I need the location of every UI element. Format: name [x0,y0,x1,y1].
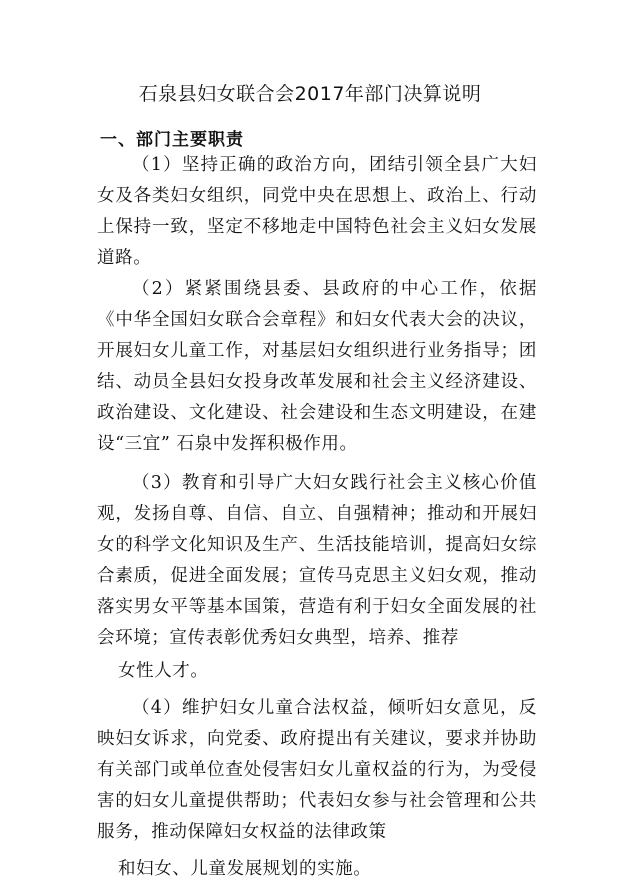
paragraph-2: （2）紧紧围绕县委、县政府的中心工作，依据《中华全国妇女联合会章程》和妇女代表大会的决议，开展妇女儿童工作，对基层妇女组织进行业务指导；团结、动员全县妇女投身改革发展和社会主义经济建设、政治建设、文化建设、社会建设和生态文明建设，在建设“三宜” 石泉中发挥积极作用。 [97,279,537,454]
document-title: 石泉县妇女联合会2017年部门决算说明 [138,83,482,105]
paragraph-3: （3）教育和引导广大妇女践行社会主义核心价值观，发扬自尊、自信、自立、自强精神；推动和开展妇女的科学文化知识及生产、生活技能培训，提高妇女综合素质，促进全面发展；宣传马克思主义妇女观，推动落实男女平等基本国策，营造有利于妇女全面发展的社会环境；宣传表彰优秀妇女典型，培养、推荐 [97,473,537,648]
document-body [97,150,537,885]
section-heading: 一、部门主要职责 [100,130,244,150]
paragraph-1: （1）坚持正确的政治方向，团结引领全县广大妇女及各类妇女组织，同党中央在思想上、政治上、行动上保持一致，坚定不移地走中国特色社会主义妇女发展道路。 [97,155,537,268]
paragraph-4: （4）维护妇女儿童合法权益，倾听妇女意见，反映妇女诉求，向党委、政府提出有关建议，要求并协助有关部门或单位查处侵害妇女儿童权益的行为，为受侵害的妇女儿童提供帮助；代表妇女参与社会管理和公共服务，推动保障妇女权益的法律政策 [97,698,537,842]
paragraph-4-continuation: 和妇女、儿童发展规划的实施。 [118,859,372,879]
paragraph-3-continuation: 女性人才。 [118,661,209,681]
